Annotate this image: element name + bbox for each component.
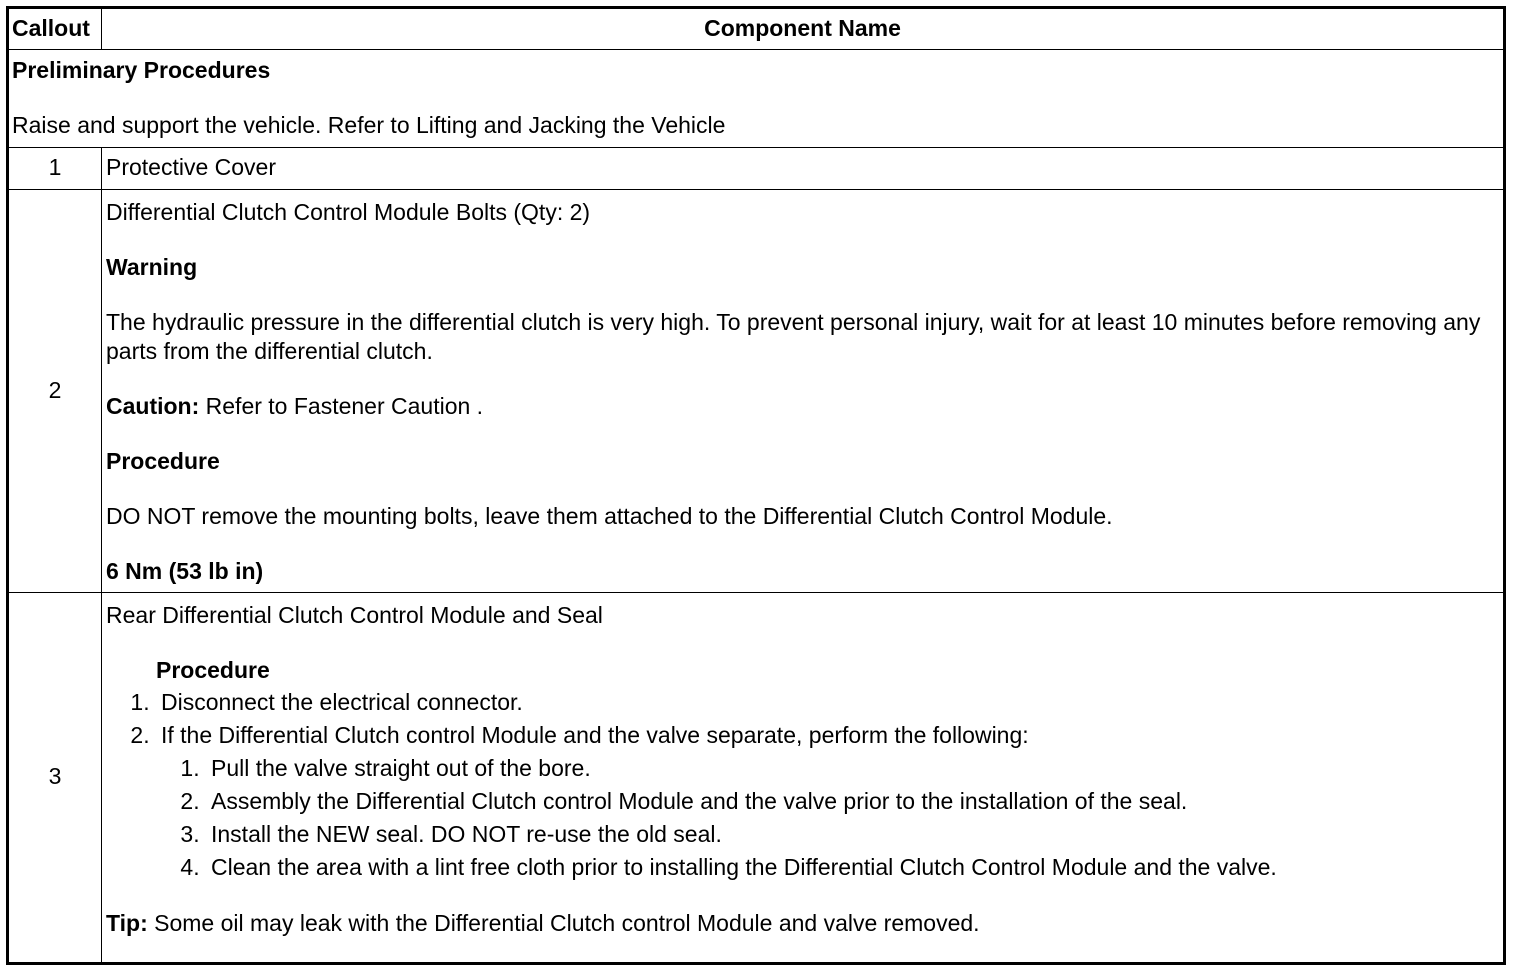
procedure-title-2: Procedure <box>106 448 220 475</box>
callout-3: 3 <box>9 593 102 962</box>
caution-label: Caution: <box>106 393 200 420</box>
step-2-text: If the Differential Clutch control Module and the valve separate, perform the following: <box>161 721 1029 748</box>
header-component-name: Component Name <box>704 15 901 42</box>
list-item: 1. Disconnect the electrical connector. <box>156 686 1499 719</box>
list-item <box>156 719 1499 884</box>
caution-text: Refer to Fastener Caution . <box>199 393 484 420</box>
preliminary-row <box>9 49 1503 147</box>
warning-text: The hydraulic pressure in the differential clutch is very high. To prevent personal injury, wait for at least 10 minutes before removing any parts from the differential clutch. <box>106 308 1481 365</box>
tip-label: Tip: <box>106 909 148 936</box>
callout-2: 2 <box>9 190 102 592</box>
component-name-3: Rear Differential Clutch Control Module and Seal <box>106 601 603 628</box>
table-row <box>9 592 1503 962</box>
list-item: 2. Assembly the Differential Clutch control Module and the valve prior to the installation of the seal. <box>206 785 1499 818</box>
component-name-2: Differential Clutch Control Module Bolts (Qty: 2) <box>106 198 591 225</box>
component-table <box>6 6 1506 965</box>
table-row <box>9 147 1503 189</box>
procedure-substeps <box>161 752 1499 884</box>
component-name-1: Protective Cover <box>106 154 277 181</box>
torque-spec: 6 Nm (53 lb in) <box>106 558 264 585</box>
procedure-text-2: DO NOT remove the mounting bolts, leave them attached to the Differential Clutch Control Module. <box>106 503 1113 530</box>
table-row <box>9 189 1503 592</box>
list-item: 4. Clean the area with a lint free cloth prior to installing the Differential Clutch Control Module and the valve. <box>206 851 1499 884</box>
caution-line <box>106 392 1499 422</box>
tip-line <box>106 909 1499 939</box>
procedure-title-3: Procedure <box>156 656 270 683</box>
list-item: 3. Install the NEW seal. DO NOT re-use the old seal. <box>206 818 1499 851</box>
callout-1: 1 <box>9 148 102 189</box>
table-header-row <box>9 9 1503 49</box>
preliminary-title: Preliminary Procedures <box>12 57 271 83</box>
header-callout: Callout <box>9 9 102 49</box>
preliminary-text: Raise and support the vehicle. Refer to Lifting and Jacking the Vehicle <box>12 111 726 138</box>
tip-text: Some oil may leak with the Differential Clutch control Module and valve removed. <box>147 909 980 936</box>
list-item: 1. Pull the valve straight out of the bore. <box>206 752 1499 785</box>
procedure-steps <box>106 686 1499 884</box>
warning-title: Warning <box>106 253 198 280</box>
